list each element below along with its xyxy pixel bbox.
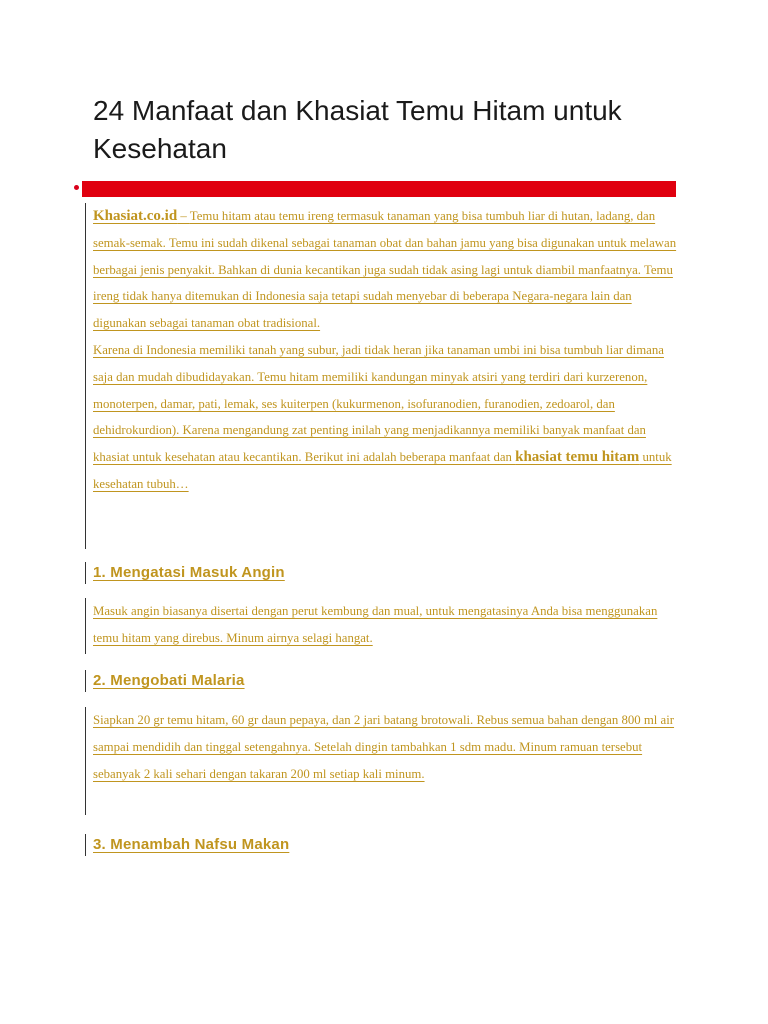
site-name-link[interactable]: Khasiat.co.id [93,208,178,224]
red-divider-bar [82,181,676,197]
section-heading[interactable]: 3. Menambah Nafsu Makan [93,836,290,853]
page-title: 24 Manfaat dan Khasiat Temu Hitam untuk Kesehatan [93,95,622,164]
intro-paragraph-2[interactable] [93,337,677,498]
intro-text-2: Karena di Indonesia memiliki tanah yang subur, jadi tidak heran jika tanaman umbi ini bisa tumbuh liar dimana saja dan mudah dibudidayakan. Temu hitam memiliki kandungan minyak atsiri yang terdiri dari kurzerenon, monoterpen, damar, pati, lemak, ses kuiterpen (kukurmenon, isofuranodien, furanodien, zedoarol, dan dehidrokurdion). Karena mengandung zat penting inilah yang menjadikannya memiliki banyak manfaat dan khasiat untuk kesehatan atau kecantikan. Berikut ini adalah beberapa manfaat dan [93,342,664,465]
list-bullet [74,185,79,190]
section-2-heading-block [85,670,677,692]
section-heading[interactable]: 1. Mengatasi Masuk Angin [93,564,285,581]
intro-text-1: Temu hitam atau temu ireng termasuk tanaman yang bisa tumbuh liar di hutan, ladang, dan semak-semak. Temu ini sudah dikenal sebagai tanaman obat dan bahan jamu yang bisa digunakan untuk melawan berbagai jenis penyakit. Bahkan di dunia kecantikan juga sudah tidak asing lagi untuk diambil manfaatnya. Temu ireng tidak hanya ditemukan di Indonesia saja tetapi sudah menyebar di beberapa Negara-negara lain dan digunakan sebagai tanaman obat tradisional. [93,209,677,331]
section-text[interactable]: Masuk angin biasanya disertai dengan perut kembung dan mual, untuk mengatasinya Anda bisa menggunakan temu hitam yang direbus. Minum airnya selagi hangat. [93,604,658,645]
section-1-heading-block [85,562,677,584]
intro-paragraph-1[interactable] [93,203,677,337]
section-1-text-block [85,598,677,654]
intro-block [85,203,677,549]
intro-text-2-end: untuk kesehatan tubuh… [93,450,672,491]
section-2-text-block [85,707,677,815]
section-heading[interactable]: 2. Mengobati Malaria [93,672,245,689]
section-3-heading-block [85,834,677,856]
intro-dash: – [177,209,190,223]
section-text[interactable]: Siapkan 20 gr temu hitam, 60 gr daun pepaya, dan 2 jari batang brotowali. Rebus semua bahan dengan 800 ml air sampai mendidih dan tinggal setengahnya. Setelah dingin tambahkan 1 sdm madu. Minum ramuan tersebut sebanyak 2 kali sehari dengan takaran 200 ml setiap kali minum. [93,713,675,781]
keyword-link[interactable]: khasiat temu hitam [515,449,640,466]
